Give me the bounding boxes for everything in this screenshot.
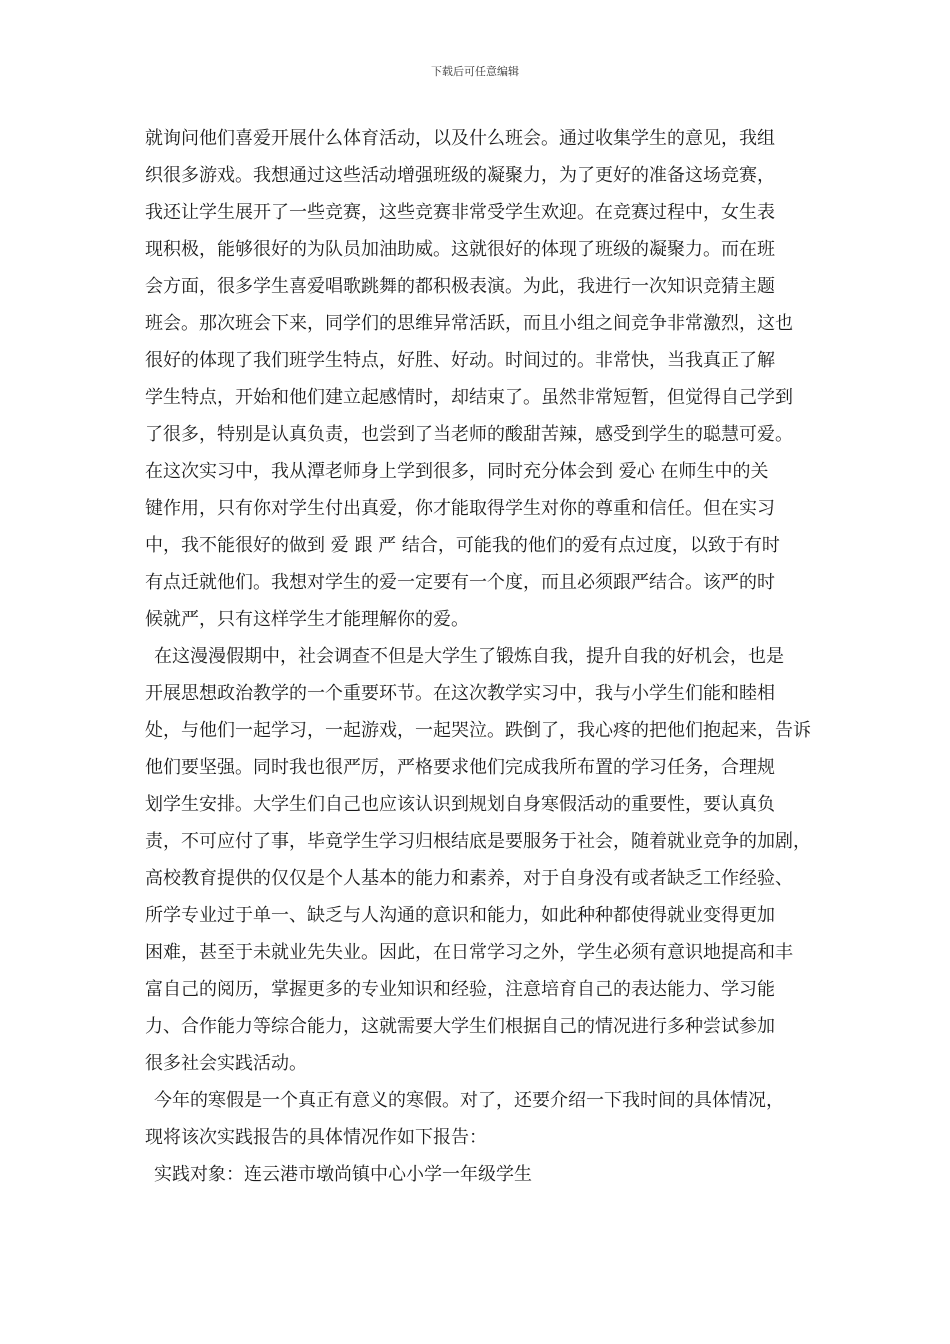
text-line: 力、合作能力等综合能力，这就需要大学生们根据自己的情况进行多种尝试参加 <box>145 1016 775 1037</box>
text-line: 很好的体现了我们班学生特点，好胜、好动。时间过的。非常快，当我真正了解 <box>145 350 775 371</box>
text-line: 责，不可应付了事，毕竟学生学习归根结底是要服务于社会，随着就业竞争的加剧， <box>145 831 811 852</box>
paragraph-start-line: 实践对象：连云港市墩尚镇中心小学一年级学生 <box>154 1164 532 1185</box>
text-line: 很多社会实践活动。 <box>145 1053 307 1074</box>
text-line: 了很多，特别是认真负责，也尝到了当老师的酸甜苦辣，感受到学生的聪慧可爱。 <box>145 424 793 445</box>
text-line: 在这次实习中，我从潭老师身上学到很多，同时充分体会到 爱心 在师生中的关 <box>145 461 769 482</box>
text-line: 键作用，只有你对学生付出真爱，你才能取得学生对你的尊重和信任。但在实习 <box>145 498 775 519</box>
text-line: 织很多游戏。我想通过这些活动增强班级的凝聚力，为了更好的准备这场竞赛， <box>145 165 775 186</box>
text-line: 富自己的阅历，掌握更多的专业知识和经验，注意培育自己的表达能力、学习能 <box>145 979 775 1000</box>
text-line: 现将该次实践报告的具体情况作如下报告： <box>145 1127 487 1148</box>
text-line: 就询问他们喜爱开展什么体育活动，以及什么班会。通过收集学生的意见，我组 <box>145 128 775 149</box>
text-line: 他们要坚强。同时我也很严厉，严格要求他们完成我所布置的学习任务，合理规 <box>145 757 775 778</box>
text-line: 中，我不能很好的做到 爱 跟 严 结合，可能我的他们的爱有点过度，以致于有时 <box>145 535 780 556</box>
page-header: 下载后可任意编辑 <box>431 65 519 78</box>
paragraph-start-line: 今年的寒假是一个真正有意义的寒假。对了，还要介绍一下我时间的具体情况， <box>154 1090 784 1111</box>
text-line: 有点迁就他们。我想对学生的爱一定要有一个度，而且必须跟严结合。该严的时 <box>145 572 775 593</box>
text-line: 学生特点，开始和他们建立起感情时，却结束了。虽然非常短暂，但觉得自己学到 <box>145 387 793 408</box>
text-line: 我还让学生展开了一些竞赛，这些竞赛非常受学生欢迎。在竞赛过程中，女生表 <box>145 202 775 223</box>
document-body <box>145 120 815 1193</box>
text-line: 会方面，很多学生喜爱唱歌跳舞的都积极表演。为此，我进行一次知识竞猜主题 <box>145 276 775 297</box>
text-line: 高校教育提供的仅仅是个人基本的能力和素养，对于自身没有或者缺乏工作经验、 <box>145 868 793 889</box>
text-line: 候就严，只有这样学生才能理解你的爱。 <box>145 609 469 630</box>
text-line: 现积极，能够很好的为队员加油助威。这就很好的体现了班级的凝聚力。而在班 <box>145 239 775 260</box>
paragraph-start-line: 在这漫漫假期中，社会调查不但是大学生了锻炼自我，提升自我的好机会，也是 <box>154 646 784 667</box>
text-line: 困难，甚至于未就业先失业。因此，在日常学习之外，学生必须有意识地提高和丰 <box>145 942 793 963</box>
text-line: 所学专业过于单一、缺乏与人沟通的意识和能力，如此种种都使得就业变得更加 <box>145 905 775 926</box>
text-line: 处，与他们一起学习，一起游戏，一起哭泣。跌倒了，我心疼的把他们抱起来，告诉 <box>145 720 811 741</box>
text-line: 划学生安排。大学生们自己也应该认识到规划自身寒假活动的重要性，要认真负 <box>145 794 775 815</box>
text-line: 班会。那次班会下来，同学们的思维异常活跃，而且小组之间竞争非常激烈，这也 <box>145 313 793 334</box>
text-line: 开展思想政治教学的一个重要环节。在这次教学实习中，我与小学生们能和睦相 <box>145 683 775 704</box>
